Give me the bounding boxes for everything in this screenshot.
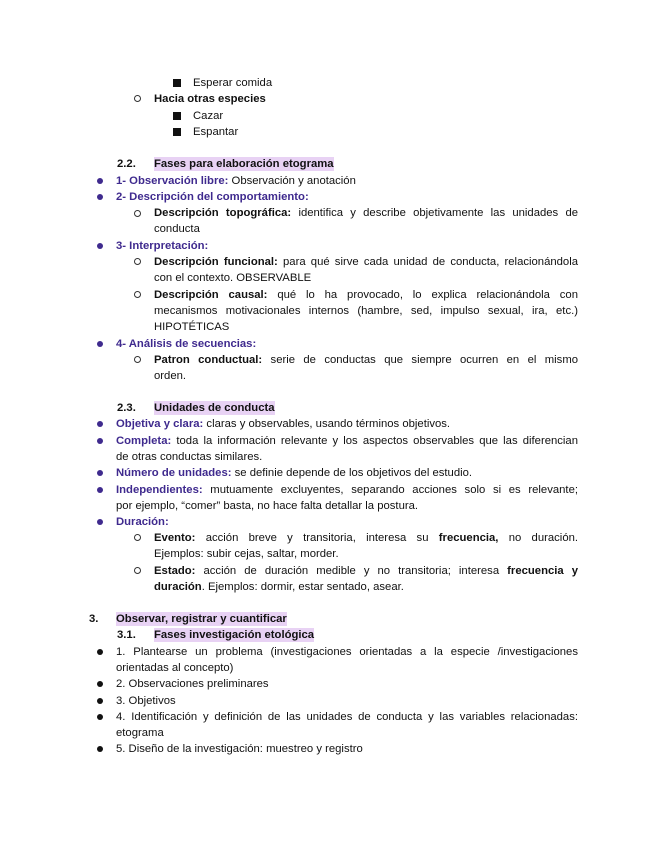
continuation-text: orientadas al concepto): [116, 662, 234, 674]
list-item: 2. Observaciones preliminares: [116, 678, 269, 690]
list-item-descripcion-topografica: [154, 206, 578, 220]
bullet-icon: [97, 194, 103, 200]
bullet-icon: [97, 698, 103, 704]
term-label: Patron conductual:: [154, 354, 263, 366]
term-text: mutuamente excluyentes, separando acciones solo si es relevante;: [210, 484, 578, 496]
list-item-independientes: [116, 483, 578, 497]
bullet-icon: [97, 470, 103, 476]
bullet-icon: [97, 681, 103, 687]
circle-bullet-icon: [134, 291, 141, 298]
continuation-text: orden.: [154, 370, 187, 382]
term-text: claras y observables, usando términos objetivos.: [206, 418, 451, 430]
term-label: Objetiva y clara:: [116, 418, 204, 430]
continuation-text: Ejemplos: subir cejas, saltar, morder.: [154, 548, 339, 560]
circle-bullet-icon: [134, 258, 141, 265]
term-text: toda la información relevante y los aspectos observables que las diferencian: [176, 435, 578, 447]
continuation-text: HIPOTÉTICAS: [154, 321, 230, 333]
list-item-numero-unidades: [116, 466, 472, 480]
term-label: Estado:: [154, 565, 196, 577]
term-text: qué lo ha provocado, lo explica relacionándola con: [277, 289, 578, 301]
section-number: 3.1.: [117, 629, 136, 641]
list-item: 3. Objetivos: [116, 695, 176, 707]
chapter-number: 3.: [89, 613, 99, 625]
term-text: acción de duración medible y no transitoria; interesa: [203, 565, 500, 577]
section-heading: Fases para elaboración etograma: [154, 158, 334, 170]
bullet-icon: [97, 341, 103, 347]
circle-bullet-icon: [134, 567, 141, 574]
term-label: Independientes:: [116, 484, 203, 496]
list-item-esperar-comida: Esperar comida: [193, 77, 273, 89]
chapter-heading: Observar, registrar y cuantificar: [116, 613, 287, 625]
circle-bullet-icon: [134, 95, 141, 102]
square-bullet-icon: [173, 79, 181, 87]
section-number: 2.2.: [117, 158, 136, 170]
list-item-cazar: Cazar: [193, 110, 224, 122]
circle-bullet-icon: [134, 356, 141, 363]
bullet-icon: [97, 487, 103, 493]
section-number: 2.3.: [117, 402, 136, 414]
term-emphasis: frecuencia y: [507, 565, 579, 577]
square-bullet-icon: [173, 112, 181, 120]
continuation-text: de otras conductas similares.: [116, 451, 263, 463]
term-label: Número de unidades:: [116, 467, 232, 479]
term-text: se definie depende de los objetivos del estudio.: [234, 467, 473, 479]
list-item-hacia-otras-especies: Hacia otras especies: [154, 93, 266, 105]
continuation-text: etograma: [116, 727, 164, 739]
list-item: 4. Identificación y definición de las unidades de conducta y las variables relacionadas:: [116, 711, 578, 723]
term-text: no duración.: [508, 532, 579, 544]
term-text: acción breve y transitoria, interesa su: [205, 532, 429, 544]
square-bullet-icon: [173, 128, 181, 136]
term-label: Descripción funcional:: [154, 256, 278, 268]
term-label: Descripción causal:: [154, 289, 268, 301]
list-item-completa: [116, 434, 578, 448]
list-item-descripcion-comportamiento: 2- Descripción del comportamiento:: [116, 191, 309, 203]
continuation-text: mecanismos motivacionales internos (hambre, sed, impulso sexual, ira, etc.): [154, 305, 578, 317]
term-emphasis: duración: [154, 581, 202, 593]
list-item-descripcion-causal: [154, 288, 578, 302]
bullet-icon: [97, 421, 103, 427]
list-item: 1. Plantearse un problema (investigaciones orientadas a la especie /investigaciones: [116, 646, 578, 658]
list-item-analisis-secuencias: 4- Análisis de secuencias:: [116, 338, 257, 350]
list-item-duracion: Duración:: [116, 516, 169, 528]
list-item-descripcion-funcional: [154, 255, 578, 269]
continuation-text: con el contexto. OBSERVABLE: [154, 272, 312, 284]
term-label: Completa:: [116, 435, 172, 447]
list-item-patron-conductual: [154, 353, 578, 367]
circle-bullet-icon: [134, 534, 141, 541]
bullet-icon: [97, 519, 103, 525]
term-text: para qué sirve cada unidad de conducta, relacionándola: [283, 256, 578, 268]
list-item-interpretacion: 3- Interpretación:: [116, 240, 209, 252]
term-text: . Ejemplos: dormir, estar sentado, asear.: [201, 581, 404, 593]
bullet-icon: [97, 746, 103, 752]
continuation-text: conducta: [154, 223, 200, 235]
bullet-icon: [97, 649, 103, 655]
term-label: Descripción topográfica:: [154, 207, 292, 219]
list-item-evento: [154, 531, 578, 545]
list-item-objetiva-clara: [116, 417, 450, 431]
term-emphasis: frecuencia,: [438, 532, 499, 544]
bullet-icon: [97, 243, 103, 249]
section-heading: Unidades de conducta: [154, 402, 275, 414]
list-item-estado: [154, 564, 578, 578]
list-item-espantar: Espantar: [193, 126, 239, 138]
list-item-observacion-libre: [116, 174, 356, 188]
list-item: 5. Diseño de la investigación: muestreo y registro: [116, 743, 363, 755]
bullet-icon: [97, 438, 103, 444]
continuation-text: [154, 580, 404, 594]
continuation-text: por ejemplo, “comer” basta, no hace falta detallar la postura.: [116, 500, 419, 512]
section-heading: Fases investigación etológica: [154, 629, 315, 641]
term-text: Observación y anotación: [231, 175, 356, 187]
circle-bullet-icon: [134, 210, 141, 217]
bullet-icon: [97, 714, 103, 720]
term-text: serie de conductas que siempre ocurren en el mismo: [270, 354, 579, 366]
term-label: 1- Observación libre:: [116, 175, 229, 187]
term-text: identifica y describe objetivamente las unidades de: [298, 207, 579, 219]
bullet-icon: [97, 178, 103, 184]
term-label: Evento:: [154, 532, 196, 544]
